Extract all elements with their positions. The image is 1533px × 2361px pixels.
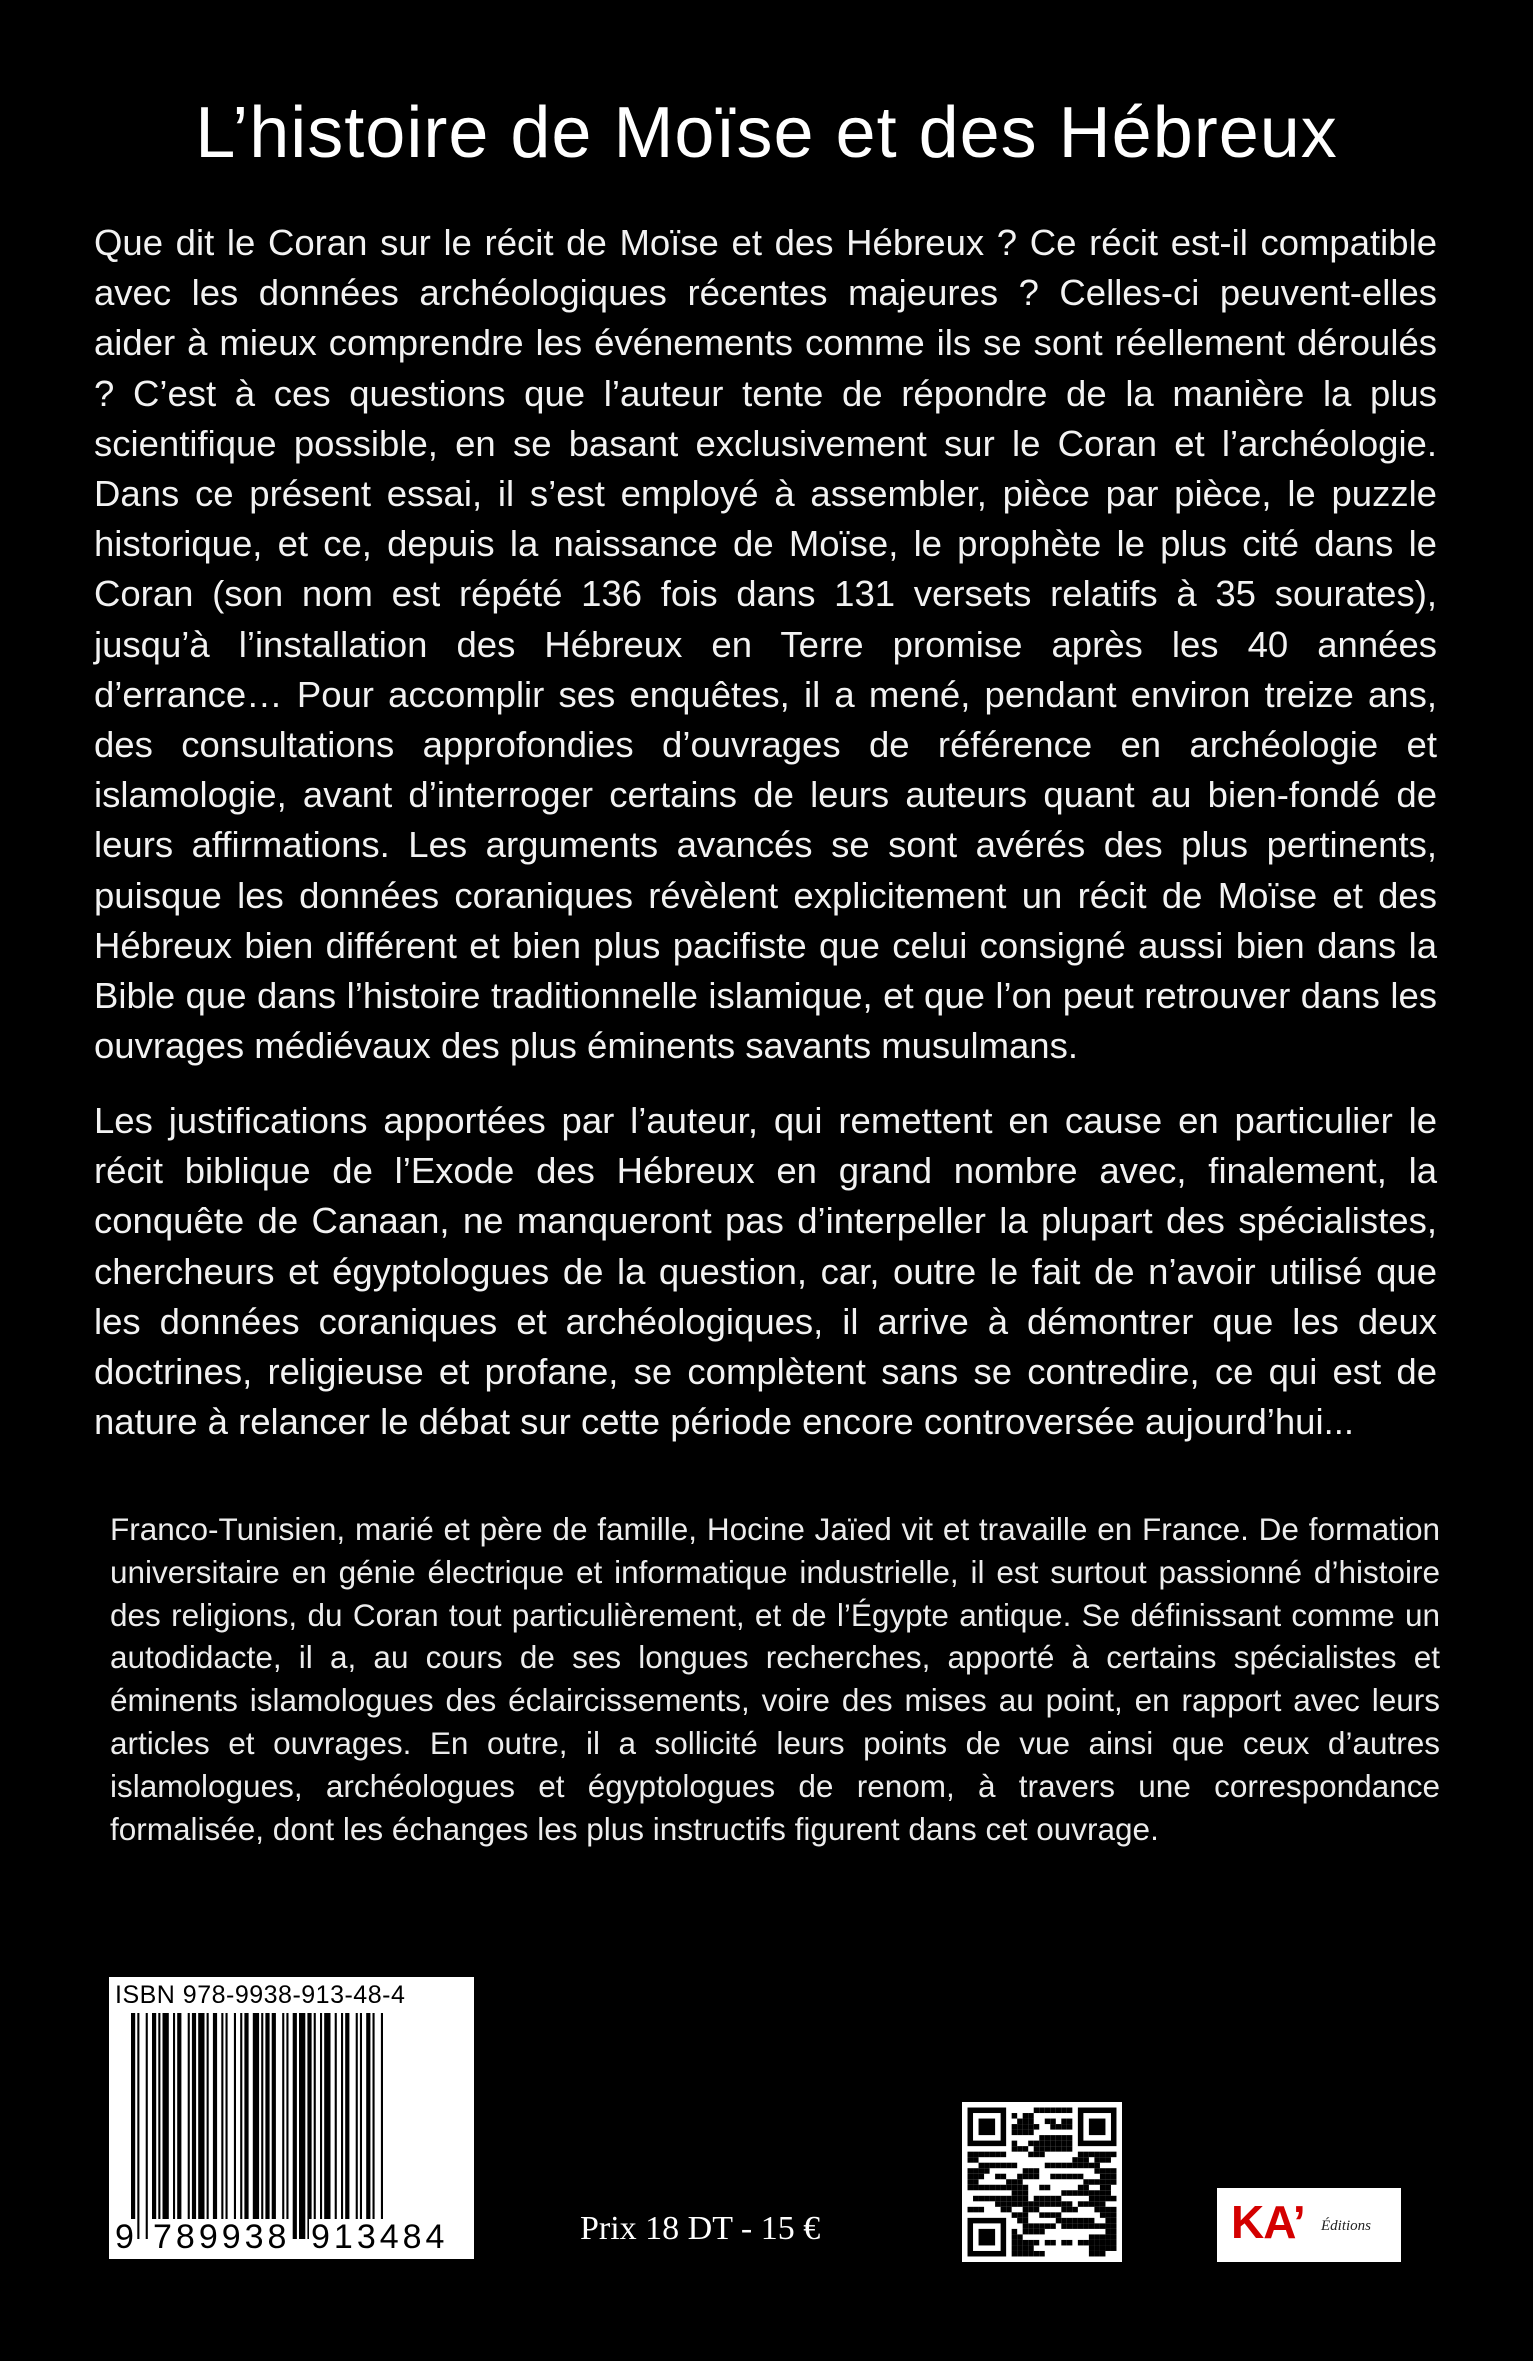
book-title: L’histoire de Moïse et des Hébreux xyxy=(195,93,1338,173)
publisher-logo-text: KA’ xyxy=(1231,2196,1305,2248)
barcode-digits-left: 789938 xyxy=(153,2218,291,2256)
summary-paragraph-1: Que dit le Coran sur le récit de Moïse et des Hébreux ? Ce récit est-il compatible avec les données archéologiques récentes majeures ? Celles-ci peuvent-elles aider à mieux comprendre les événements comme ils se sont réellement déroulés ? C’est à ces questions que l’auteur tente de répondre de la manière la plus scientifique possible, en se basant exclusivement sur le Coran et l’archéologie. Dans ce présent essai, il s’est employé à assembler, pièce par pièce, le puzzle historique, et ce, depuis la naissance de Moïse, le prophète le plus cité dans le Coran (son nom est répété 136 fois dans 131 versets relatifs à 35 sourates), jusqu’à l’installation des Hébreux en Terre promise après les 40 années d’errance… Pour accomplir ses enquêtes, il a mené, pendant environ treize ans, des consultations approfondies d’ouvrages de référence en archéologie et islamologie, avant d’interroger certains de leurs auteurs quant au bien-fondé de leurs affirmations. Les arguments avancés se sont avérés des plus pertinents, puisque les données coraniques révèlent explicitement un récit de Moïse et des Hébreux bien différent et bien plus pacifiste que celui consigné aussi bien dans la Bible que dans l’histoire traditionnelle islamique, et que l’on peut retrouver dans les ouvrages médiévaux des plus éminents savants musulmans. xyxy=(94,222,1437,1067)
qr-code xyxy=(962,2102,1122,2262)
barcode-digits-right: 913484 xyxy=(311,2218,449,2256)
barcode-bars xyxy=(109,1977,474,2259)
barcode-digit-first: 9 xyxy=(115,2218,134,2256)
qr-code-pattern xyxy=(962,2102,1122,2262)
summary-paragraph-2: Les justifications apportées par l’auteur, qui remettent en cause en particulier le récit biblique de l’Exode des Hébreux en grand nombre avec, finalement, la conquête de Canaan, ne manqueront pas d’interpeller la plupart des spécialistes, chercheurs et égyptologues de la question, car, outre le fait de n’avoir utilisé que les données coraniques et archéologiques, il arrive à démontrer que les deux doctrines, religieuse et profane, se complètent sans se contredire, ce qui est de nature à relancer le débat sur cette période encore controversée aujourd’hui... xyxy=(94,1100,1437,1443)
price-label: Prix 18 DT - 15 € xyxy=(580,2210,821,2247)
publisher-logo xyxy=(1217,2188,1401,2262)
author-bio: Franco-Tunisien, marié et père de famille, Hocine Jaïed vit et travaille en France. De formation universitaire en génie électrique et informatique industrielle, il est surtout passionné d’histoire des religions, du Coran tout particulièrement, et de l’Égypte antique. Se définissant comme un autodidacte, il a, au cours de ses longues recherches, apporté à certains spécialistes et éminents islamologues des éclaircissements, voire des mises au point, en rapport avec leurs articles et ouvrages. En outre, il a sollicité leurs points de vue ainsi que ceux d’autres islamologues, archéologues et égyptologues de renom, à travers une correspondance formalisée, dont les échanges les plus instructifs figurent dans cet ouvrage. xyxy=(110,1511,1440,1847)
isbn-barcode xyxy=(109,1977,474,2259)
publisher-logo-subtext: Éditions xyxy=(1321,2218,1372,2234)
isbn-label: ISBN 978-9938-913-48-4 xyxy=(115,1981,406,2009)
